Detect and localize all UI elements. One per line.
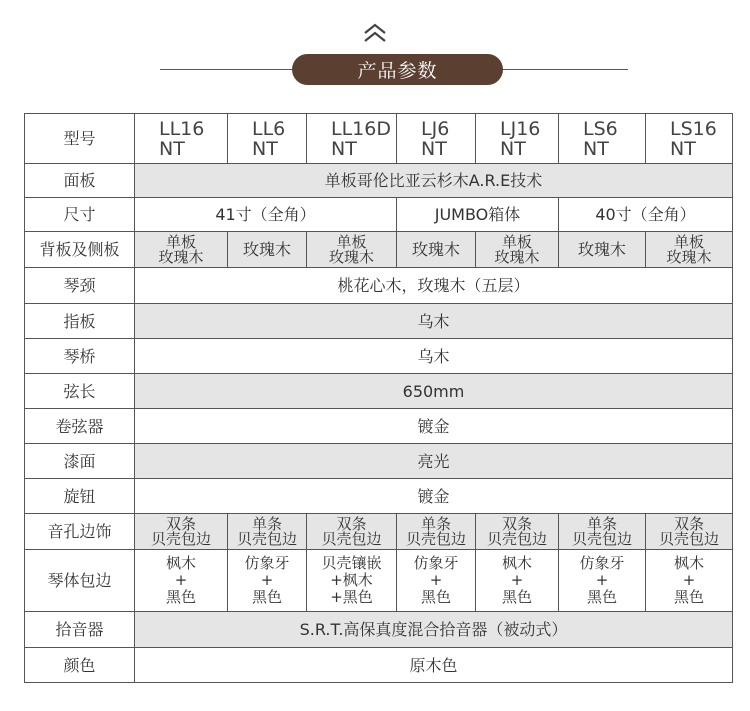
title-rule-right <box>500 69 628 70</box>
value-tuner: 镀金 <box>135 409 733 444</box>
section-title: 产品参数 <box>292 54 503 85</box>
label-neck: 琴颈 <box>25 268 135 304</box>
value-back: 单板 玫瑰木 <box>476 232 559 268</box>
value-back: 单板 玫瑰木 <box>307 232 397 268</box>
model-cell: LS16 NT <box>646 114 733 164</box>
value-back: 玫瑰木 <box>559 232 646 268</box>
value-rosette: 双条 贝壳包边 <box>646 514 733 550</box>
value-size: 41寸（全角） <box>135 198 397 232</box>
value-neck: 桃花心木，玫瑰木（五层） <box>135 268 733 304</box>
row-pickup <box>25 612 733 648</box>
row-fingerboard <box>25 304 733 339</box>
value-size: 40寸（全角） <box>559 198 733 232</box>
row-bridge <box>25 339 733 374</box>
value-back: 玫瑰木 <box>228 232 307 268</box>
label-bridge: 琴桥 <box>25 339 135 374</box>
model-cell: LL6 NT <box>228 114 307 164</box>
model-cell: LL16 NT <box>135 114 228 164</box>
row-top <box>25 164 733 198</box>
label-model: 型号 <box>25 114 135 164</box>
value-top: 单板哥伦比亚云杉木A.R.E技术 <box>135 164 733 198</box>
label-fingerboard: 指板 <box>25 304 135 339</box>
spec-table <box>24 113 733 683</box>
value-back: 单板 玫瑰木 <box>646 232 733 268</box>
value-binding: 仿象牙 + 黑色 <box>559 550 646 612</box>
value-binding: 仿象牙 + 黑色 <box>397 550 476 612</box>
row-tuner <box>25 409 733 444</box>
model-cell: LJ6 NT <box>397 114 476 164</box>
value-back: 单板 玫瑰木 <box>135 232 228 268</box>
value-rosette: 单条 贝壳包边 <box>397 514 476 550</box>
row-neck <box>25 268 733 304</box>
row-binding <box>25 550 733 612</box>
value-rosette: 单条 贝壳包边 <box>559 514 646 550</box>
row-model <box>25 114 733 164</box>
label-size: 尺寸 <box>25 198 135 232</box>
value-binding: 枫木 + 黑色 <box>476 550 559 612</box>
label-back: 背板及侧板 <box>25 232 135 268</box>
value-binding: 仿象牙 + 黑色 <box>228 550 307 612</box>
label-scale: 弦长 <box>25 374 135 409</box>
row-rosette <box>25 514 733 550</box>
label-finish: 漆面 <box>25 444 135 479</box>
value-scale: 650mm <box>135 374 733 409</box>
label-pickup: 拾音器 <box>25 612 135 648</box>
value-knob: 镀金 <box>135 479 733 514</box>
model-cell: LJ16 NT <box>476 114 559 164</box>
row-knob <box>25 479 733 514</box>
row-scale <box>25 374 733 409</box>
value-rosette: 双条 贝壳包边 <box>476 514 559 550</box>
label-binding: 琴体包边 <box>25 550 135 612</box>
label-tuner: 卷弦器 <box>25 409 135 444</box>
model-cell: LL16D NT <box>307 114 397 164</box>
value-size: JUMBO箱体 <box>397 198 559 232</box>
row-size <box>25 198 733 232</box>
row-back <box>25 232 733 268</box>
label-rosette: 音孔边饰 <box>25 514 135 550</box>
value-rosette: 双条 贝壳包边 <box>135 514 228 550</box>
label-top: 面板 <box>25 164 135 198</box>
label-color: 颜色 <box>25 648 135 683</box>
double-chevron-up-icon <box>361 22 389 44</box>
value-pickup: S.R.T.高保真度混合拾音器（被动式） <box>135 612 733 648</box>
value-bridge: 乌木 <box>135 339 733 374</box>
value-binding: 枫木 + 黑色 <box>646 550 733 612</box>
row-color <box>25 648 733 683</box>
row-finish <box>25 444 733 479</box>
value-color: 原木色 <box>135 648 733 683</box>
value-fingerboard: 乌木 <box>135 304 733 339</box>
value-finish: 亮光 <box>135 444 733 479</box>
value-rosette: 单条 贝壳包边 <box>228 514 307 550</box>
value-rosette: 双条 贝壳包边 <box>307 514 397 550</box>
value-back: 玫瑰木 <box>397 232 476 268</box>
model-cell: LS6 NT <box>559 114 646 164</box>
value-binding: 贝壳镶嵌 +枫木 +黑色 <box>307 550 397 612</box>
label-knob: 旋钮 <box>25 479 135 514</box>
title-rule-left <box>160 69 295 70</box>
value-binding: 枫木 + 黑色 <box>135 550 228 612</box>
